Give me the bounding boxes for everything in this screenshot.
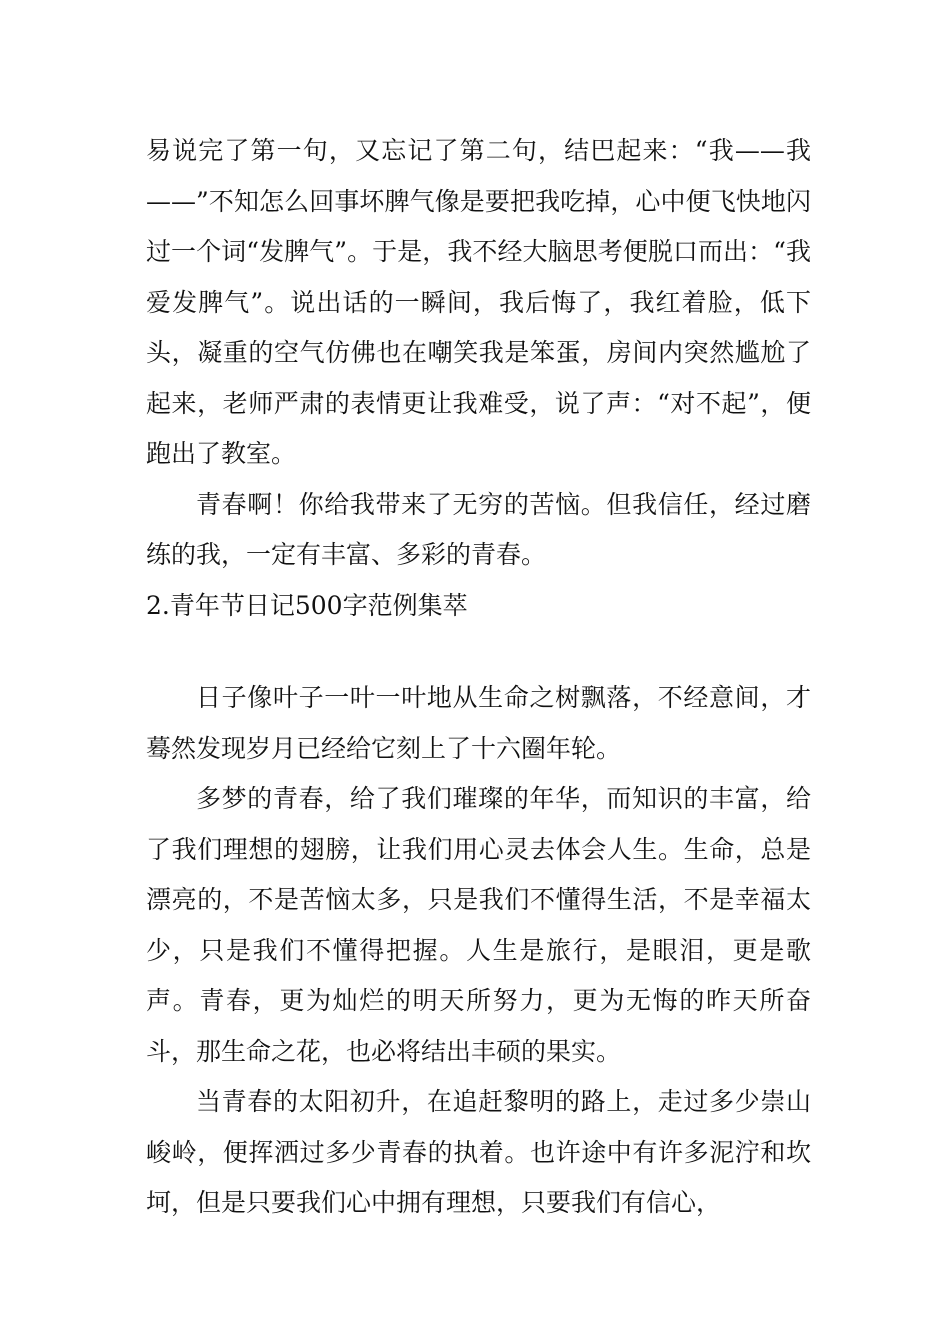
section-heading: 2.青年节日记500字范例集萃: [146, 590, 468, 620]
text-block-top: [146, 126, 811, 631]
paragraph-days-like-leaves: 日子像叶子一叶一叶地从生命之树飘落，不经意间，才蓦然发现岁月已经给它刻上了十六圈年轮。: [146, 683, 811, 763]
paragraph-youth-sun: 当青春的太阳初升，在追赶黎明的路上，走过多少崇山峻岭，便挥洒过多少青春的执着。也许途中有许多泥泞和坎坷，但是只要我们心中拥有理想，只要我们有信心，: [146, 1087, 811, 1217]
paragraph-dreamy-youth: 多梦的青春，给了我们璀璨的年华，而知识的丰富，给了我们理想的翅膀，让我们用心灵去体会人生。生命，总是漂亮的，不是苦恼太多，只是我们不懂得生活，不是幸福太少，只是我们不懂得把握。人生是旅行，是眼泪，更是歌声。青春，更为灿烂的明天所努力，更为无悔的昨天所奋斗，那生命之花，也必将结出丰硕的果实。: [146, 784, 811, 1066]
text-block-bottom: [146, 673, 811, 1229]
paragraph-youth-worries: 青春啊！你给我带来了无穷的苦恼。但我信任，经过磨练的我，一定有丰富、多彩的青春。: [146, 489, 811, 569]
paragraph-continuation: 易说完了第一句，又忘记了第二句，结巴起来：“我——我——”不知怎么回事坏脾气像是要把我吃掉，心中便飞快地闪过一个词“发脾气”。于是，我不经大脑思考便脱口而出：“我爱发脾气”。说出话的一瞬间，我后悔了，我红着脸，低下头，凝重的空气仿佛也在嘲笑我是笨蛋，房间内突然尴尬了起来，老师严肃的表情更让我难受，说了声：“对不起”，便跑出了教室。: [146, 136, 811, 468]
